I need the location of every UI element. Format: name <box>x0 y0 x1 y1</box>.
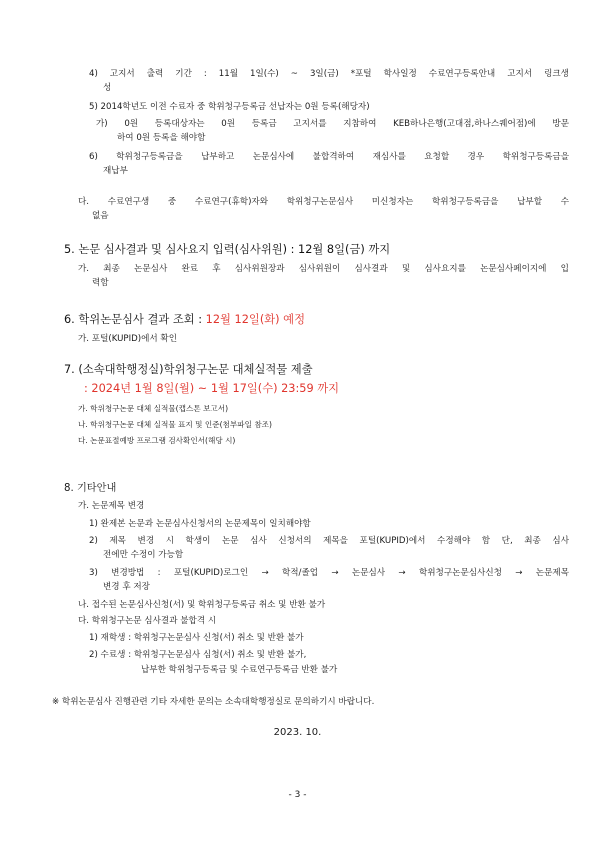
item-5-ga-line-2: 하여 0원 등록을 해야함 <box>117 133 206 143</box>
section-5-ga-line-2: 력함 <box>92 278 109 288</box>
item-5: 5) 2014학년도 이전 수료자 중 학위청구등록금 선납자는 0원 등록(해당자) <box>89 102 370 112</box>
section-5-ga-line-1: 가. 최종 논문심사 완료 후 심사위원장과 심사위원이 심사결과 및 심사요지를 논문심사페이지에 입 <box>78 264 569 274</box>
section-7-period: : 2024년 1월 8일(월) ~ 1월 17일(수) 23:59 까지 <box>84 382 340 395</box>
section-8-da-1: 1) 재학생 : 학위청구논문심사 신청(서) 취소 및 반환 불가 <box>89 633 304 643</box>
section-6-date: 12월 12일(화) 예정 <box>205 313 305 326</box>
section-8-da-2-line-1: 2) 수료생 : 학위청구논문심사 심청(서) 취소 및 반환 불가, <box>89 650 307 660</box>
section-8-heading: 8. 기타안내 <box>64 483 117 494</box>
section-8-da: 다. 학위청구논문 심사결과 불합격 시 <box>78 616 217 626</box>
section-7-ga: 가. 학위청구논문 대체 실적물(캡스톤 보고서) <box>78 404 229 413</box>
section-8-ga-3-line-2: 변경 후 저장 <box>103 582 150 592</box>
section-6-heading-prefix: 6. 학위논문심사 결과 조회 : <box>64 313 206 326</box>
item-6-line-2: 재납부 <box>103 166 128 176</box>
section-5-heading: 5. 논문 심사결과 및 심사요지 입력(심사위원) : 12월 8일(금) 까지 <box>64 243 391 256</box>
section-7-da: 다. 논문표절예방 프로그램 검사확인서(해당 시) <box>78 436 236 445</box>
item-da-line-1: 다. 수료연구생 중 수료연구(휴학)자와 학위청구논문심사 미신청자는 학위청구등록금을 납부할 수 <box>78 197 569 207</box>
contact-notice: ※ 학위논문심사 진행관련 기타 자세한 문의는 소속대학행정실로 문의하기시 바랍니다. <box>52 697 375 707</box>
section-8-na: 나. 접수된 논문심사신청(서) 및 학위청구등록금 취소 및 반환 불가 <box>78 600 326 610</box>
item-6-line-1: 6) 학위청구등록금을 납부하고 논문심사에 불합격하여 재심사를 요청할 경우 학위청구등록금을 <box>89 152 569 162</box>
section-6-heading <box>64 312 305 327</box>
section-8-ga-2-line-1: 2) 제목 변경 시 학생이 논문 심사 신청서의 제목을 포털(KUPID)에서 수정해야 함 단, 최종 심사 <box>89 536 569 546</box>
section-8-ga-2-line-2: 전에만 수정이 가능함 <box>103 550 184 560</box>
item-da-line-2: 없음 <box>92 211 109 221</box>
page-number: - 3 - <box>288 790 307 800</box>
item-4-line-1: 4) 고지서 출력 기간 : 11월 1일(수) ~ 3일(금) *포털 학사일정 수료연구등록안내 고지서 링크생 <box>89 69 569 79</box>
section-7-na: 나. 학위청구논문 대체 실적물 표지 및 인준(첨부파일 참조) <box>78 420 272 429</box>
section-6-ga: 가. 포털(KUPID)에서 확인 <box>78 334 178 344</box>
item-5-ga-line-1: 가) 0원 등록대상자는 0원 등록금 고지서를 지참하여 KEB하나은행(고대점,하나스퀘어점)에 방문 <box>96 119 569 129</box>
section-8-ga: 가. 논문제목 변경 <box>78 501 145 511</box>
section-8-da-2-line-2: 납부한 학위청구등록금 및 수료연구등록금 반환 불가 <box>141 665 338 675</box>
document-date: 2023. 10. <box>273 727 322 738</box>
section-8-ga-1: 1) 완제본 논문과 논문심사신청서의 논문제목이 일치해야함 <box>89 519 311 529</box>
section-8-ga-3-line-1: 3) 변경방법 : 포털(KUPID)로그인 → 학적/졸업 → 논문심사 → 학위청구논문심사신청 → 논문제목 <box>89 568 569 578</box>
item-4-line-2: 성 <box>103 83 112 93</box>
section-7-heading: 7. (소속대학행정실)학위청구논문 대체실적물 제출 <box>64 363 313 376</box>
